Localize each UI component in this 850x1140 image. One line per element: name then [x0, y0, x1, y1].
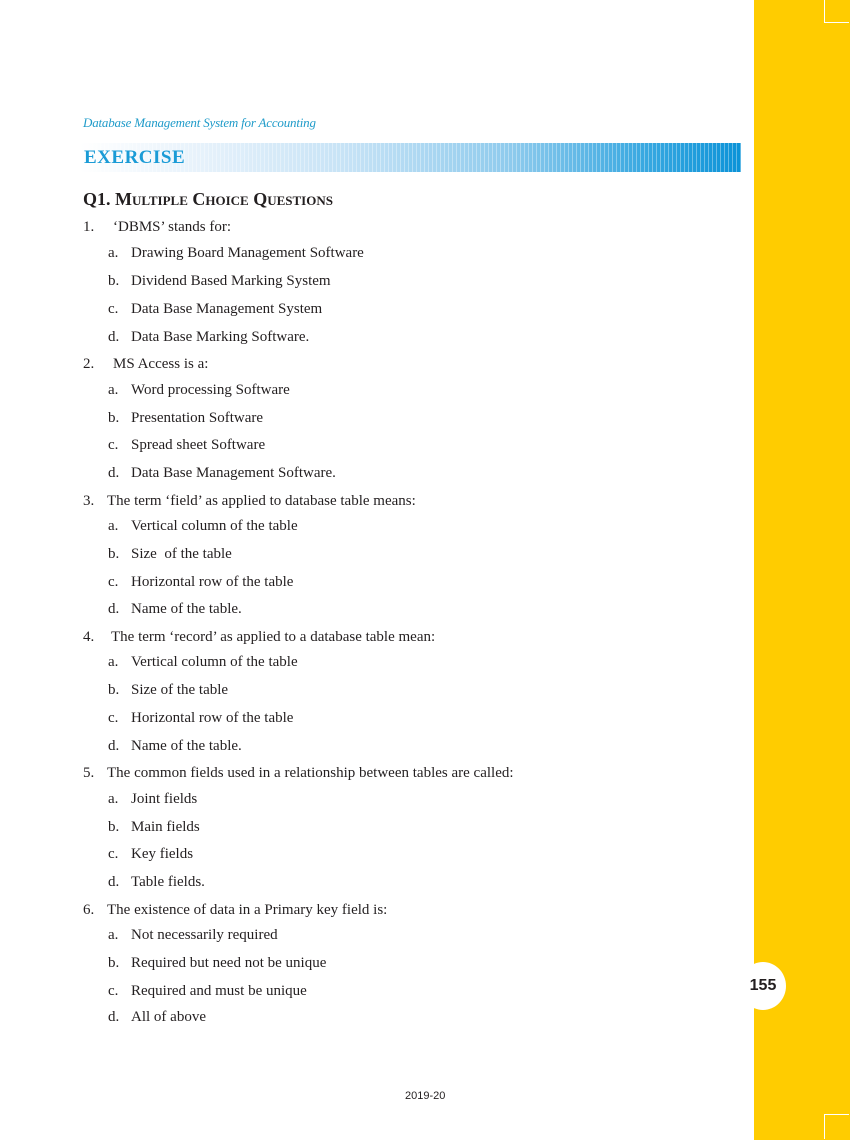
- question-text: The term ‘record’ as applied to a database table mean:: [111, 629, 436, 645]
- option-3c: [108, 574, 293, 591]
- option-text: Size of the table: [131, 546, 232, 562]
- section-title: [83, 189, 333, 210]
- section-heading: Multiple Choice Questions: [115, 189, 333, 209]
- option-text: Required but need not be unique: [131, 955, 327, 971]
- question-number: 1.: [83, 219, 95, 235]
- option-5c: [108, 846, 193, 863]
- option-2c: [108, 437, 265, 454]
- option-1b: [108, 273, 331, 290]
- option-5a: [108, 791, 197, 808]
- option-1c: [108, 301, 322, 318]
- option-3a: [108, 518, 298, 535]
- option-text: Key fields: [131, 846, 194, 862]
- option-text: Vertical column of the table: [131, 654, 298, 670]
- option-5b: [108, 819, 200, 836]
- option-letter: b.: [108, 410, 120, 426]
- option-5d: [108, 874, 205, 891]
- page-number: 155: [740, 962, 786, 1010]
- option-letter: a.: [108, 791, 119, 807]
- option-letter: c.: [108, 846, 119, 862]
- option-text: Name of the table.: [131, 738, 242, 754]
- question-number: 2.: [83, 356, 95, 372]
- option-text: Spread sheet Software: [131, 437, 266, 453]
- option-letter: b.: [108, 273, 120, 289]
- option-2a: [108, 382, 290, 399]
- option-text: Main fields: [131, 819, 200, 835]
- section-number: Q1.: [83, 189, 111, 209]
- option-text: Name of the table.: [131, 601, 242, 617]
- option-letter: d.: [108, 1009, 120, 1025]
- option-text: Word processing Software: [131, 382, 290, 398]
- option-text: Dividend Based Marking System: [131, 273, 331, 289]
- option-text: Horizontal row of the table: [131, 710, 294, 726]
- option-letter: d.: [108, 738, 120, 754]
- question-text: MS Access is a:: [113, 356, 209, 372]
- option-4b: [108, 682, 228, 699]
- option-letter: b.: [108, 819, 120, 835]
- option-text: Not necessarily required: [131, 927, 278, 943]
- question-number: 5.: [83, 765, 95, 781]
- option-1d: [108, 329, 309, 346]
- option-letter: d.: [108, 465, 120, 481]
- option-text: Data Base Management Software.: [131, 465, 336, 481]
- option-text: Horizontal row of the table: [131, 574, 294, 590]
- option-2b: [108, 410, 263, 427]
- option-letter: b.: [108, 546, 120, 562]
- question-text: The existence of data in a Primary key field is:: [107, 902, 388, 918]
- option-text: Table fields.: [131, 874, 205, 890]
- footer-year: 2019-20: [405, 1090, 446, 1102]
- option-text: Required and must be unique: [131, 983, 307, 999]
- option-letter: c.: [108, 437, 119, 453]
- option-letter: b.: [108, 682, 120, 698]
- option-text: Drawing Board Management Software: [131, 245, 364, 261]
- option-text: Presentation Software: [131, 410, 264, 426]
- option-letter: d.: [108, 874, 120, 890]
- option-6c: [108, 983, 307, 1000]
- option-letter: c.: [108, 710, 119, 726]
- question-1: [83, 219, 231, 236]
- option-text: Vertical column of the table: [131, 518, 298, 534]
- crop-mark-bottom: [824, 1114, 849, 1139]
- option-text: Data Base Marking Software.: [131, 329, 310, 345]
- option-letter: d.: [108, 329, 120, 345]
- option-letter: a.: [108, 518, 119, 534]
- option-2d: [108, 465, 336, 482]
- question-number: 6.: [83, 902, 95, 918]
- option-letter: c.: [108, 983, 119, 999]
- option-4d: [108, 738, 242, 755]
- option-6b: [108, 955, 326, 972]
- question-number: 3.: [83, 493, 95, 509]
- option-letter: c.: [108, 574, 119, 590]
- option-6d: [108, 1009, 206, 1026]
- question-4: [83, 629, 435, 646]
- option-3b: [108, 546, 232, 563]
- question-text: ‘DBMS’ stands for:: [113, 219, 232, 235]
- question-number: 4.: [83, 629, 95, 645]
- option-letter: a.: [108, 654, 119, 670]
- exercise-banner: [80, 143, 741, 172]
- question-3: [83, 493, 416, 510]
- option-text: Data Base Management System: [131, 301, 323, 317]
- option-letter: a.: [108, 927, 119, 943]
- option-letter: a.: [108, 382, 119, 398]
- option-letter: d.: [108, 601, 120, 617]
- crop-mark-top: [824, 0, 849, 23]
- option-letter: b.: [108, 955, 120, 971]
- question-5: [83, 765, 514, 782]
- option-text: Joint fields: [131, 791, 198, 807]
- option-6a: [108, 927, 278, 944]
- option-4c: [108, 710, 293, 727]
- running-head: Database Management System for Accounting: [83, 115, 316, 130]
- question-text: The term ‘field’ as applied to database table means:: [107, 493, 416, 509]
- exercise-title: EXERCISE: [84, 147, 186, 168]
- question-2: [83, 356, 208, 373]
- option-4a: [108, 654, 298, 671]
- option-1a: [108, 245, 364, 262]
- option-text: Size of the table: [131, 682, 229, 698]
- option-3d: [108, 601, 242, 618]
- question-text: The common fields used in a relationship between tables are called:: [107, 765, 514, 781]
- option-letter: c.: [108, 301, 119, 317]
- option-text: All of above: [131, 1009, 206, 1025]
- question-6: [83, 902, 387, 919]
- option-letter: a.: [108, 245, 119, 261]
